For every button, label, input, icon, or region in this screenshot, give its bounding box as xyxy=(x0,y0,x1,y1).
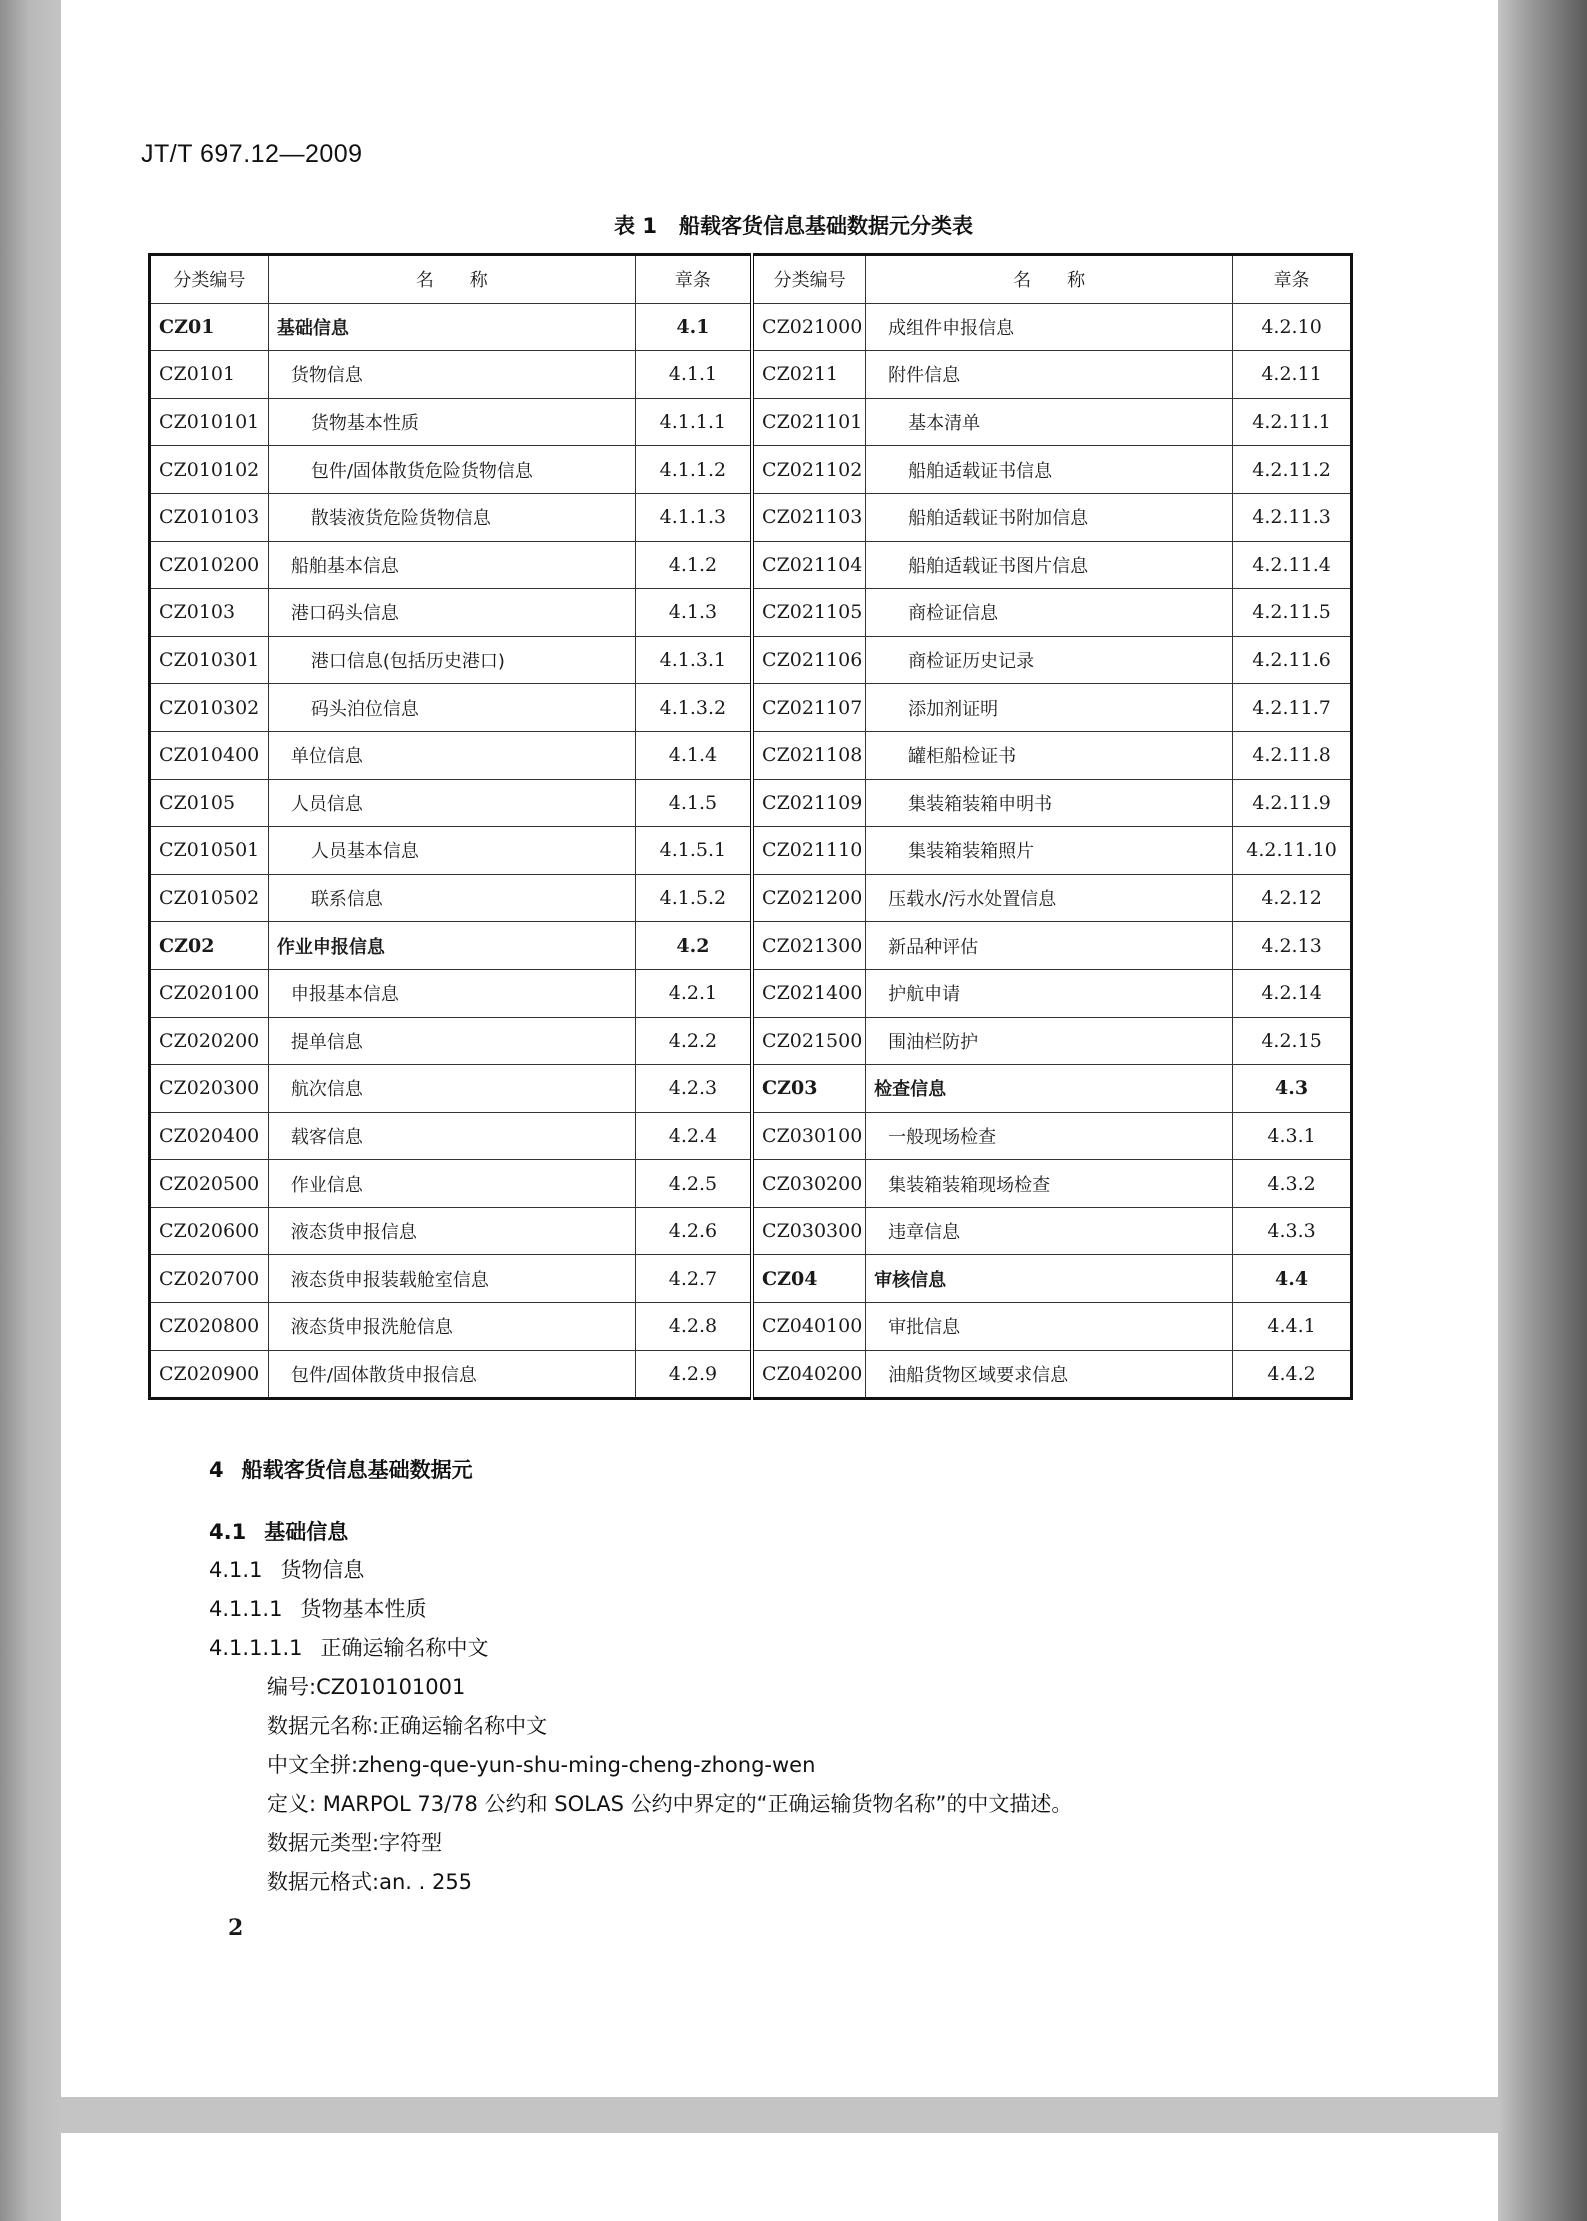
right-class-code-cell: CZ030300 xyxy=(752,1207,866,1255)
table-title xyxy=(0,210,1587,240)
right-section-ref-cell: 4.2.12 xyxy=(1233,874,1352,922)
left-section-ref-cell: 4.2.4 xyxy=(635,1112,752,1160)
left-item-name-cell: 人员信息 xyxy=(268,779,635,827)
table-row xyxy=(150,541,1352,589)
left-class-code-cell: CZ010102 xyxy=(150,446,269,494)
table-row xyxy=(150,493,1352,541)
right-item-name-cell: 罐柜船检证书 xyxy=(866,731,1233,779)
heading-4-number: 4 xyxy=(209,1458,224,1482)
left-class-code-cell: CZ010400 xyxy=(150,731,269,779)
right-section-ref-cell: 4.2.11.3 xyxy=(1233,493,1352,541)
header-section-right: 章条 xyxy=(1233,255,1352,304)
left-item-name-cell: 联系信息 xyxy=(268,874,635,922)
right-section-ref-cell: 4.4.2 xyxy=(1233,1350,1352,1399)
right-class-code-cell: CZ03 xyxy=(752,1065,866,1113)
left-class-code-cell: CZ020600 xyxy=(150,1207,269,1255)
right-item-name-cell: 油船货物区域要求信息 xyxy=(866,1350,1233,1399)
right-item-name-cell: 一般现场检查 xyxy=(866,1112,1233,1160)
right-section-ref-cell: 4.2.11.10 xyxy=(1233,827,1352,875)
right-item-name-cell: 船舶适载证书附加信息 xyxy=(866,493,1233,541)
right-item-name-cell: 审核信息 xyxy=(866,1255,1233,1303)
classification-table xyxy=(148,253,1353,1400)
left-section-ref-cell: 4.1.3 xyxy=(635,589,752,637)
heading-4-1-1-1-text: 货物基本性质 xyxy=(300,1597,427,1621)
right-section-ref-cell: 4.2.13 xyxy=(1233,922,1352,970)
left-class-code-cell: CZ020100 xyxy=(150,969,269,1017)
left-class-code-cell: CZ020500 xyxy=(150,1160,269,1208)
heading-4-1-1 xyxy=(209,1554,364,1584)
left-item-name-cell: 船舶基本信息 xyxy=(268,541,635,589)
left-item-name-cell: 货物信息 xyxy=(268,351,635,399)
left-section-ref-cell: 4.1.1 xyxy=(635,351,752,399)
left-class-code-cell: CZ0101 xyxy=(150,351,269,399)
right-class-code-cell: CZ0211 xyxy=(752,351,866,399)
table-row xyxy=(150,351,1352,399)
left-item-name-cell: 单位信息 xyxy=(268,731,635,779)
right-section-ref-cell: 4.2.11.7 xyxy=(1233,684,1352,732)
right-class-code-cell: CZ040200 xyxy=(752,1350,866,1399)
table-row xyxy=(150,1207,1352,1255)
right-section-ref-cell: 4.4.1 xyxy=(1233,1303,1352,1351)
right-class-code-cell: CZ021110 xyxy=(752,827,866,875)
table-row xyxy=(150,303,1352,351)
right-section-ref-cell: 4.2.11.5 xyxy=(1233,589,1352,637)
heading-4-1-1-1-1 xyxy=(209,1632,489,1662)
left-class-code-cell: CZ0103 xyxy=(150,589,269,637)
left-item-name-cell: 包件/固体散货申报信息 xyxy=(268,1350,635,1399)
heading-4-1-1-1-number: 4.1.1.1 xyxy=(209,1597,283,1621)
left-section-ref-cell: 4.1.4 xyxy=(635,731,752,779)
left-item-name-cell: 提单信息 xyxy=(268,1017,635,1065)
element-pinyin: 中文全拼:zheng-que-yun-shu-ming-cheng-zhong-wen xyxy=(267,1753,816,1777)
table-row xyxy=(150,874,1352,922)
right-class-code-cell: CZ04 xyxy=(752,1255,866,1303)
right-section-ref-cell: 4.2.11.8 xyxy=(1233,731,1352,779)
header-section-left: 章条 xyxy=(635,255,752,304)
page-number: 2 xyxy=(228,1915,244,1941)
left-item-name-cell: 码头泊位信息 xyxy=(268,684,635,732)
element-name: 数据元名称:正确运输名称中文 xyxy=(267,1714,548,1738)
right-class-code-cell: CZ030200 xyxy=(752,1160,866,1208)
left-section-ref-cell: 4.2 xyxy=(635,922,752,970)
heading-4-1-1-1-1-text: 正确运输名称中文 xyxy=(320,1636,489,1660)
left-section-ref-cell: 4.1.3.1 xyxy=(635,636,752,684)
right-section-ref-cell: 4.3.1 xyxy=(1233,1112,1352,1160)
heading-4-1 xyxy=(209,1516,348,1546)
heading-4 xyxy=(209,1454,473,1484)
left-item-name-cell: 基础信息 xyxy=(268,303,635,351)
left-item-name-cell: 港口码头信息 xyxy=(268,589,635,637)
header-code-left: 分类编号 xyxy=(150,255,269,304)
left-section-ref-cell: 4.1.3.2 xyxy=(635,684,752,732)
table-row xyxy=(150,1065,1352,1113)
table-caption: 船载客货信息基础数据元分类表 xyxy=(678,214,973,238)
left-section-ref-cell: 4.2.1 xyxy=(635,969,752,1017)
right-section-ref-cell: 4.2.11.4 xyxy=(1233,541,1352,589)
right-class-code-cell: CZ030100 xyxy=(752,1112,866,1160)
right-class-code-cell: CZ021000 xyxy=(752,303,866,351)
element-format: 数据元格式:an. . 255 xyxy=(267,1870,473,1894)
left-section-ref-cell: 4.1.1.1 xyxy=(635,398,752,446)
right-class-code-cell: CZ021500 xyxy=(752,1017,866,1065)
left-section-ref-cell: 4.1.5.1 xyxy=(635,827,752,875)
left-item-name-cell: 人员基本信息 xyxy=(268,827,635,875)
table-row xyxy=(150,398,1352,446)
left-section-ref-cell: 4.2.5 xyxy=(635,1160,752,1208)
table-row xyxy=(150,1017,1352,1065)
left-section-ref-cell: 4.1.1.2 xyxy=(635,446,752,494)
left-item-name-cell: 申报基本信息 xyxy=(268,969,635,1017)
header-name-left: 名 称 xyxy=(268,255,635,304)
left-section-ref-cell: 4.2.3 xyxy=(635,1065,752,1113)
left-class-code-cell: CZ020200 xyxy=(150,1017,269,1065)
table-row xyxy=(150,827,1352,875)
right-section-ref-cell: 4.2.11.2 xyxy=(1233,446,1352,494)
left-class-code-cell: CZ020800 xyxy=(150,1303,269,1351)
left-section-ref-cell: 4.1 xyxy=(635,303,752,351)
left-item-name-cell: 液态货申报洗舱信息 xyxy=(268,1303,635,1351)
element-code: 编号:CZ010101001 xyxy=(267,1675,466,1699)
left-class-code-cell: CZ010103 xyxy=(150,493,269,541)
heading-4-1-1-1 xyxy=(209,1593,426,1623)
right-class-code-cell: CZ021103 xyxy=(752,493,866,541)
left-item-name-cell: 载客信息 xyxy=(268,1112,635,1160)
header-code-right: 分类编号 xyxy=(752,255,866,304)
left-class-code-cell: CZ020400 xyxy=(150,1112,269,1160)
left-section-ref-cell: 4.2.8 xyxy=(635,1303,752,1351)
right-item-name-cell: 商检证历史记录 xyxy=(866,636,1233,684)
left-class-code-cell: CZ010302 xyxy=(150,684,269,732)
left-class-code-cell: CZ0105 xyxy=(150,779,269,827)
header-name-right: 名 称 xyxy=(866,255,1233,304)
element-definition: 定义: MARPOL 73/78 公约和 SOLAS 公约中界定的“正确运输货物名称”的中文描述。 xyxy=(267,1792,1073,1816)
table-number: 表 1 xyxy=(614,214,657,238)
table-row xyxy=(150,1160,1352,1208)
right-item-name-cell: 添加剂证明 xyxy=(866,684,1233,732)
right-section-ref-cell: 4.4 xyxy=(1233,1255,1352,1303)
right-section-ref-cell: 4.2.14 xyxy=(1233,969,1352,1017)
table-row xyxy=(150,589,1352,637)
table-row xyxy=(150,636,1352,684)
heading-4-1-number: 4.1 xyxy=(209,1520,247,1544)
right-section-ref-cell: 4.3.3 xyxy=(1233,1207,1352,1255)
table-row xyxy=(150,684,1352,732)
right-item-name-cell: 压载水/污水处置信息 xyxy=(866,874,1233,922)
right-item-name-cell: 集装箱装箱照片 xyxy=(866,827,1233,875)
right-class-code-cell: CZ021300 xyxy=(752,922,866,970)
table-row xyxy=(150,1303,1352,1351)
left-item-name-cell: 航次信息 xyxy=(268,1065,635,1113)
left-item-name-cell: 液态货申报装载舱室信息 xyxy=(268,1255,635,1303)
right-section-ref-cell: 4.2.11.1 xyxy=(1233,398,1352,446)
right-section-ref-cell: 4.2.10 xyxy=(1233,303,1352,351)
left-class-code-cell: CZ01 xyxy=(150,303,269,351)
left-section-ref-cell: 4.2.7 xyxy=(635,1255,752,1303)
right-class-code-cell: CZ021101 xyxy=(752,398,866,446)
table-row xyxy=(150,1350,1352,1399)
right-item-name-cell: 船舶适载证书图片信息 xyxy=(866,541,1233,589)
left-item-name-cell: 作业信息 xyxy=(268,1160,635,1208)
right-class-code-cell: CZ021400 xyxy=(752,969,866,1017)
table-row xyxy=(150,446,1352,494)
right-item-name-cell: 成组件申报信息 xyxy=(866,303,1233,351)
left-section-ref-cell: 4.2.9 xyxy=(635,1350,752,1399)
right-item-name-cell: 基本清单 xyxy=(866,398,1233,446)
right-item-name-cell: 集装箱装箱申明书 xyxy=(866,779,1233,827)
right-class-code-cell: CZ021200 xyxy=(752,874,866,922)
right-item-name-cell: 违章信息 xyxy=(866,1207,1233,1255)
right-item-name-cell: 船舶适载证书信息 xyxy=(866,446,1233,494)
left-class-code-cell: CZ020900 xyxy=(150,1350,269,1399)
table-row xyxy=(150,731,1352,779)
left-section-ref-cell: 4.2.6 xyxy=(635,1207,752,1255)
next-page-edge xyxy=(61,2133,1498,2221)
right-class-code-cell: CZ021105 xyxy=(752,589,866,637)
table-header-row xyxy=(150,255,1352,304)
heading-4-text: 船载客货信息基础数据元 xyxy=(241,1458,473,1482)
right-item-name-cell: 集装箱装箱现场检查 xyxy=(866,1160,1233,1208)
left-item-name-cell: 货物基本性质 xyxy=(268,398,635,446)
left-item-name-cell: 散装液货危险货物信息 xyxy=(268,493,635,541)
right-section-ref-cell: 4.2.11.6 xyxy=(1233,636,1352,684)
right-section-ref-cell: 4.3 xyxy=(1233,1065,1352,1113)
right-item-name-cell: 护航申请 xyxy=(866,969,1233,1017)
left-item-name-cell: 港口信息(包括历史港口) xyxy=(268,636,635,684)
table-row xyxy=(150,969,1352,1017)
left-class-code-cell: CZ010200 xyxy=(150,541,269,589)
right-class-code-cell: CZ040100 xyxy=(752,1303,866,1351)
right-class-code-cell: CZ021106 xyxy=(752,636,866,684)
left-class-code-cell: CZ020300 xyxy=(150,1065,269,1113)
right-class-code-cell: CZ021107 xyxy=(752,684,866,732)
right-section-ref-cell: 4.2.11 xyxy=(1233,351,1352,399)
left-section-ref-cell: 4.1.2 xyxy=(635,541,752,589)
element-type: 数据元类型:字符型 xyxy=(267,1831,443,1855)
right-section-ref-cell: 4.3.2 xyxy=(1233,1160,1352,1208)
right-class-code-cell: CZ021104 xyxy=(752,541,866,589)
table-row xyxy=(150,779,1352,827)
right-class-code-cell: CZ021108 xyxy=(752,731,866,779)
standard-code: JT/T 697.12—2009 xyxy=(141,140,363,168)
left-section-ref-cell: 4.1.1.3 xyxy=(635,493,752,541)
heading-4-1-1-number: 4.1.1 xyxy=(209,1558,263,1582)
left-class-code-cell: CZ010501 xyxy=(150,827,269,875)
table-row xyxy=(150,922,1352,970)
left-section-ref-cell: 4.2.2 xyxy=(635,1017,752,1065)
left-item-name-cell: 包件/固体散货危险货物信息 xyxy=(268,446,635,494)
left-class-code-cell: CZ02 xyxy=(150,922,269,970)
right-item-name-cell: 围油栏防护 xyxy=(866,1017,1233,1065)
left-class-code-cell: CZ010502 xyxy=(150,874,269,922)
heading-4-1-text: 基础信息 xyxy=(264,1520,349,1544)
right-item-name-cell: 检查信息 xyxy=(866,1065,1233,1113)
right-item-name-cell: 附件信息 xyxy=(866,351,1233,399)
right-section-ref-cell: 4.2.11.9 xyxy=(1233,779,1352,827)
right-class-code-cell: CZ021109 xyxy=(752,779,866,827)
heading-4-1-1-text: 货物信息 xyxy=(280,1558,365,1582)
right-section-ref-cell: 4.2.15 xyxy=(1233,1017,1352,1065)
right-class-code-cell: CZ021102 xyxy=(752,446,866,494)
table-row xyxy=(150,1255,1352,1303)
left-item-name-cell: 作业申报信息 xyxy=(268,922,635,970)
heading-4-1-1-1-1-number: 4.1.1.1.1 xyxy=(209,1636,303,1660)
left-class-code-cell: CZ010301 xyxy=(150,636,269,684)
left-class-code-cell: CZ010101 xyxy=(150,398,269,446)
left-section-ref-cell: 4.1.5 xyxy=(635,779,752,827)
right-item-name-cell: 审批信息 xyxy=(866,1303,1233,1351)
table-row xyxy=(150,1112,1352,1160)
left-item-name-cell: 液态货申报信息 xyxy=(268,1207,635,1255)
left-section-ref-cell: 4.1.5.2 xyxy=(635,874,752,922)
right-item-name-cell: 商检证信息 xyxy=(866,589,1233,637)
right-item-name-cell: 新品种评估 xyxy=(866,922,1233,970)
left-class-code-cell: CZ020700 xyxy=(150,1255,269,1303)
